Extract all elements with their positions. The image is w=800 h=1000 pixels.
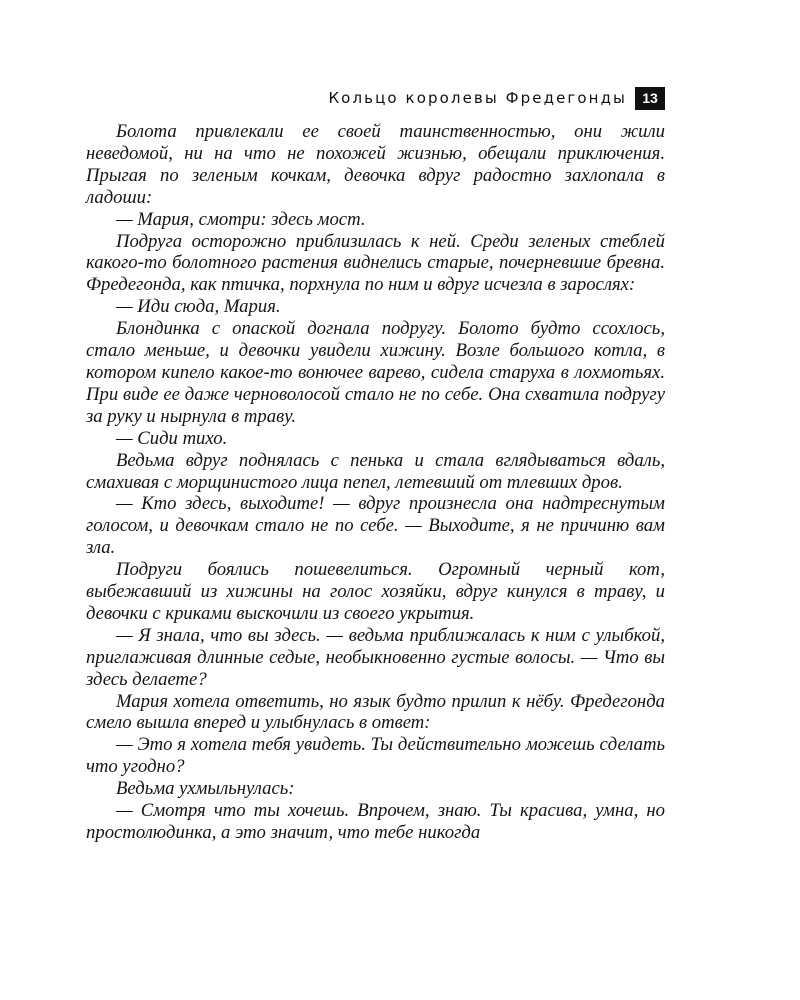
paragraph: — Это я хотела тебя увидеть. Ты действительно можешь сделать что угодно? bbox=[86, 734, 665, 778]
running-title: Кольцо королевы Фредегонды bbox=[328, 89, 627, 107]
paragraph: — Я знала, что вы здесь. — ведьма приближалась к ним с улыбкой, приглаживая длинные седые, необыкновенно густые волосы. — Что вы здесь делаете? bbox=[86, 624, 665, 690]
paragraph: Подруга осторожно приблизилась к ней. Среди зеленых стеблей какого-то болотного растения виднелись старые, почерневшие бревна. Фредегонда, как птичка, порхнула по ним и вдруг исчезла в зарослях: bbox=[86, 230, 665, 296]
body-text bbox=[86, 121, 665, 844]
page-header bbox=[86, 86, 665, 110]
paragraph: — Иди сюда, Мария. bbox=[116, 296, 281, 318]
paragraph: Мария хотела ответить, но язык будто прилип к нёбу. Фредегонда смело вышла вперед и улыбнулась в ответ: bbox=[86, 690, 665, 734]
paragraph: Болота привлекали ее своей таинственностью, они жили неведомой, ни на что не похожей жизнью, обещали приключения. Прыгая по зеленым кочкам, девочка вдруг радостно захлопала в ладоши: bbox=[86, 121, 665, 208]
paragraph: — Сиди тихо. bbox=[116, 427, 228, 449]
paragraph: — Смотря что ты хочешь. Впрочем, знаю. Ты красива, умна, но простолюдинка, а это значит, что тебе никогда bbox=[86, 800, 665, 843]
paragraph: — Кто здесь, выходите! — вдруг произнесла она надтреснутым голосом, и девочкам стало не по себе. — Выходите, я не причиню вам зла. bbox=[86, 493, 665, 559]
paragraph: Блондинка с опаской догнала подругу. Болото будто ссохлось, стало меньше, и девочки увидели хижину. Возле большого котла, в котором кипело какое-то вонючее варево, сидела старуха в лохмотьях. При виде ее даже черноволосой стало не по себе. Она схватила подругу за руку и нырнула в траву. bbox=[86, 318, 665, 427]
paragraph: Подруги боялись пошевелиться. Огромный черный кот, выбежавший из хижины на голос хозяйки, вдруг кинулся в траву, и девочки с криками выскочили из своего укрытия. bbox=[86, 559, 665, 624]
paragraph: Ведьма вдруг поднялась с пенька и стала вглядываться вдаль, смахивая с морщинистого лица пепел, летевший от тлевших дров. bbox=[86, 449, 665, 493]
paragraph: Ведьма ухмыльнулась: bbox=[116, 778, 295, 800]
paragraph: — Мария, смотри: здесь мост. bbox=[116, 208, 366, 230]
page-number: 13 bbox=[635, 87, 665, 110]
